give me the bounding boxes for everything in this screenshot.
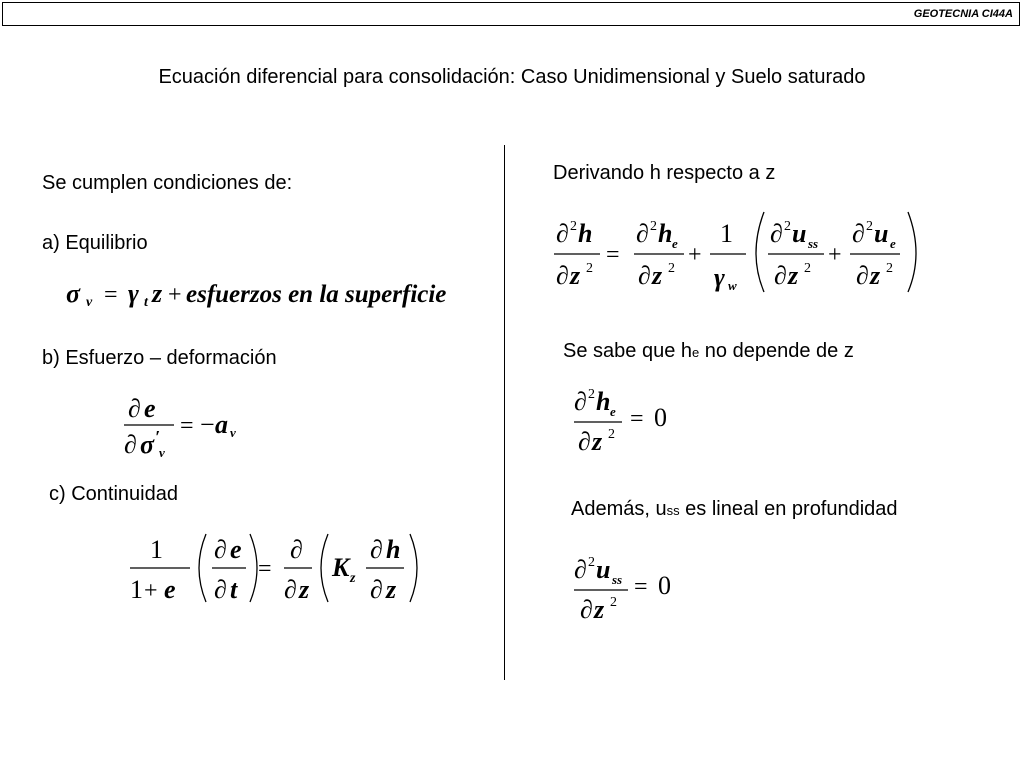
svg-text:2: 2: [804, 261, 811, 276]
he-independent-text: Se sabe que he no depende de z: [563, 340, 854, 362]
svg-text:∂: ∂: [580, 595, 593, 624]
svg-text:2: 2: [784, 219, 791, 234]
svg-text:z: z: [570, 261, 581, 290]
svg-text:∂: ∂: [370, 535, 383, 564]
svg-text:2: 2: [866, 219, 873, 234]
svg-text:z: z: [594, 595, 605, 624]
svg-text:a: a: [215, 410, 228, 439]
svg-text:w: w: [728, 278, 737, 293]
svg-text:e: e: [610, 404, 616, 419]
svg-text:1: 1: [130, 575, 143, 604]
svg-text:∂: ∂: [852, 219, 865, 248]
svg-text:σ: σ: [66, 279, 81, 308]
svg-text:+: +: [688, 242, 702, 268]
svg-text:h: h: [386, 535, 401, 564]
svg-text:z: z: [592, 427, 603, 456]
equation-stress-strain: [122, 385, 262, 465]
svg-text:∂: ∂: [770, 219, 783, 248]
svg-text:z: z: [299, 575, 310, 604]
svg-text:2: 2: [650, 219, 657, 234]
svg-text:h: h: [578, 219, 593, 248]
svg-text:′: ′: [155, 427, 161, 447]
svg-text:e: e: [672, 236, 678, 251]
svg-text:z: z: [152, 279, 163, 308]
svg-text:u: u: [874, 219, 889, 248]
svg-text:∂: ∂: [290, 535, 303, 564]
svg-text:t: t: [144, 295, 148, 310]
equation-derivative-h: [552, 208, 952, 298]
svg-text:ss: ss: [612, 572, 623, 587]
svg-text:∂: ∂: [774, 261, 787, 290]
svg-text:=: =: [606, 242, 620, 268]
svg-text:∂: ∂: [556, 219, 569, 248]
equation-he-zero: [572, 380, 692, 460]
svg-text:2: 2: [668, 261, 675, 276]
svg-text:γ: γ: [128, 279, 139, 308]
svg-text:z: z: [788, 261, 799, 290]
equation-equilibrium: [64, 272, 484, 312]
svg-text:+: +: [168, 282, 182, 308]
svg-text:=: =: [180, 413, 194, 439]
svg-text:∂: ∂: [370, 575, 383, 604]
svg-text:2: 2: [588, 555, 595, 570]
svg-text:z: z: [652, 261, 663, 290]
svg-text:=: =: [630, 406, 644, 432]
condition-continuity-label: c) Continuidad: [49, 483, 178, 505]
svg-text:+: +: [828, 242, 842, 268]
svg-text:u: u: [792, 219, 807, 248]
svg-text:t: t: [230, 575, 238, 604]
conditions-intro: Se cumplen condiciones de:: [42, 172, 293, 194]
svg-text:z: z: [870, 261, 881, 290]
svg-text:2: 2: [610, 595, 617, 610]
svg-text:∂: ∂: [284, 575, 297, 604]
header-bar: [2, 2, 1020, 26]
svg-text:h: h: [596, 387, 611, 416]
svg-text:u: u: [596, 555, 611, 584]
svg-text:∂: ∂: [574, 555, 587, 584]
svg-text:∂: ∂: [214, 575, 227, 604]
svg-text:K: K: [332, 553, 350, 582]
slide-title: Ecuación diferencial para consolidación: Caso Unidimensional y Suelo saturado: [158, 66, 866, 88]
svg-text:∂: ∂: [556, 261, 569, 290]
equilibrium-rhs-text: esfuerzos en la superficie: [186, 281, 447, 308]
svg-text:∂: ∂: [578, 427, 591, 456]
svg-text:=: =: [258, 556, 272, 582]
svg-text:e: e: [230, 535, 242, 564]
svg-text:+: +: [144, 578, 158, 604]
svg-text:2: 2: [588, 387, 595, 402]
course-label: GEOTECNIA CI44A: [913, 8, 1013, 20]
svg-text:=: =: [634, 574, 648, 600]
svg-text:2: 2: [586, 261, 593, 276]
equation-continuity: [128, 530, 428, 610]
equation-uss-zero: [572, 548, 692, 628]
svg-text:e: e: [164, 575, 176, 604]
column-divider: [504, 145, 505, 680]
svg-text:∂: ∂: [856, 261, 869, 290]
svg-text:∂: ∂: [638, 261, 651, 290]
svg-text:z: z: [350, 571, 356, 586]
svg-text:v: v: [230, 425, 236, 440]
derive-h-text: Derivando h respecto a z: [553, 162, 776, 184]
svg-text:2: 2: [608, 427, 615, 442]
svg-text:1: 1: [720, 219, 733, 248]
svg-text:−: −: [200, 410, 215, 439]
condition-stress-strain-label: b) Esfuerzo – deformación: [42, 347, 277, 369]
svg-text:2: 2: [570, 219, 577, 234]
svg-text:z: z: [386, 575, 397, 604]
condition-equilibrium-label: a) Equilibrio: [42, 232, 148, 254]
svg-text:∂: ∂: [124, 430, 137, 459]
svg-text:=: =: [104, 282, 118, 308]
svg-text:v: v: [159, 445, 165, 460]
svg-text:e: e: [890, 236, 896, 251]
svg-text:1: 1: [150, 535, 163, 564]
svg-text:ss: ss: [808, 236, 819, 251]
svg-text:2: 2: [886, 261, 893, 276]
uss-linear-text: Además, uss es lineal en profundidad: [571, 498, 898, 520]
svg-text:∂: ∂: [636, 219, 649, 248]
svg-text:e: e: [144, 394, 156, 423]
svg-text:∂: ∂: [574, 387, 587, 416]
svg-text:γ: γ: [714, 263, 725, 292]
svg-text:σ: σ: [140, 430, 155, 459]
svg-text:v: v: [86, 295, 93, 310]
svg-text:h: h: [658, 219, 673, 248]
svg-text:0: 0: [658, 571, 671, 600]
svg-text:∂: ∂: [214, 535, 227, 564]
svg-text:0: 0: [654, 403, 667, 432]
svg-text:∂: ∂: [128, 394, 141, 423]
